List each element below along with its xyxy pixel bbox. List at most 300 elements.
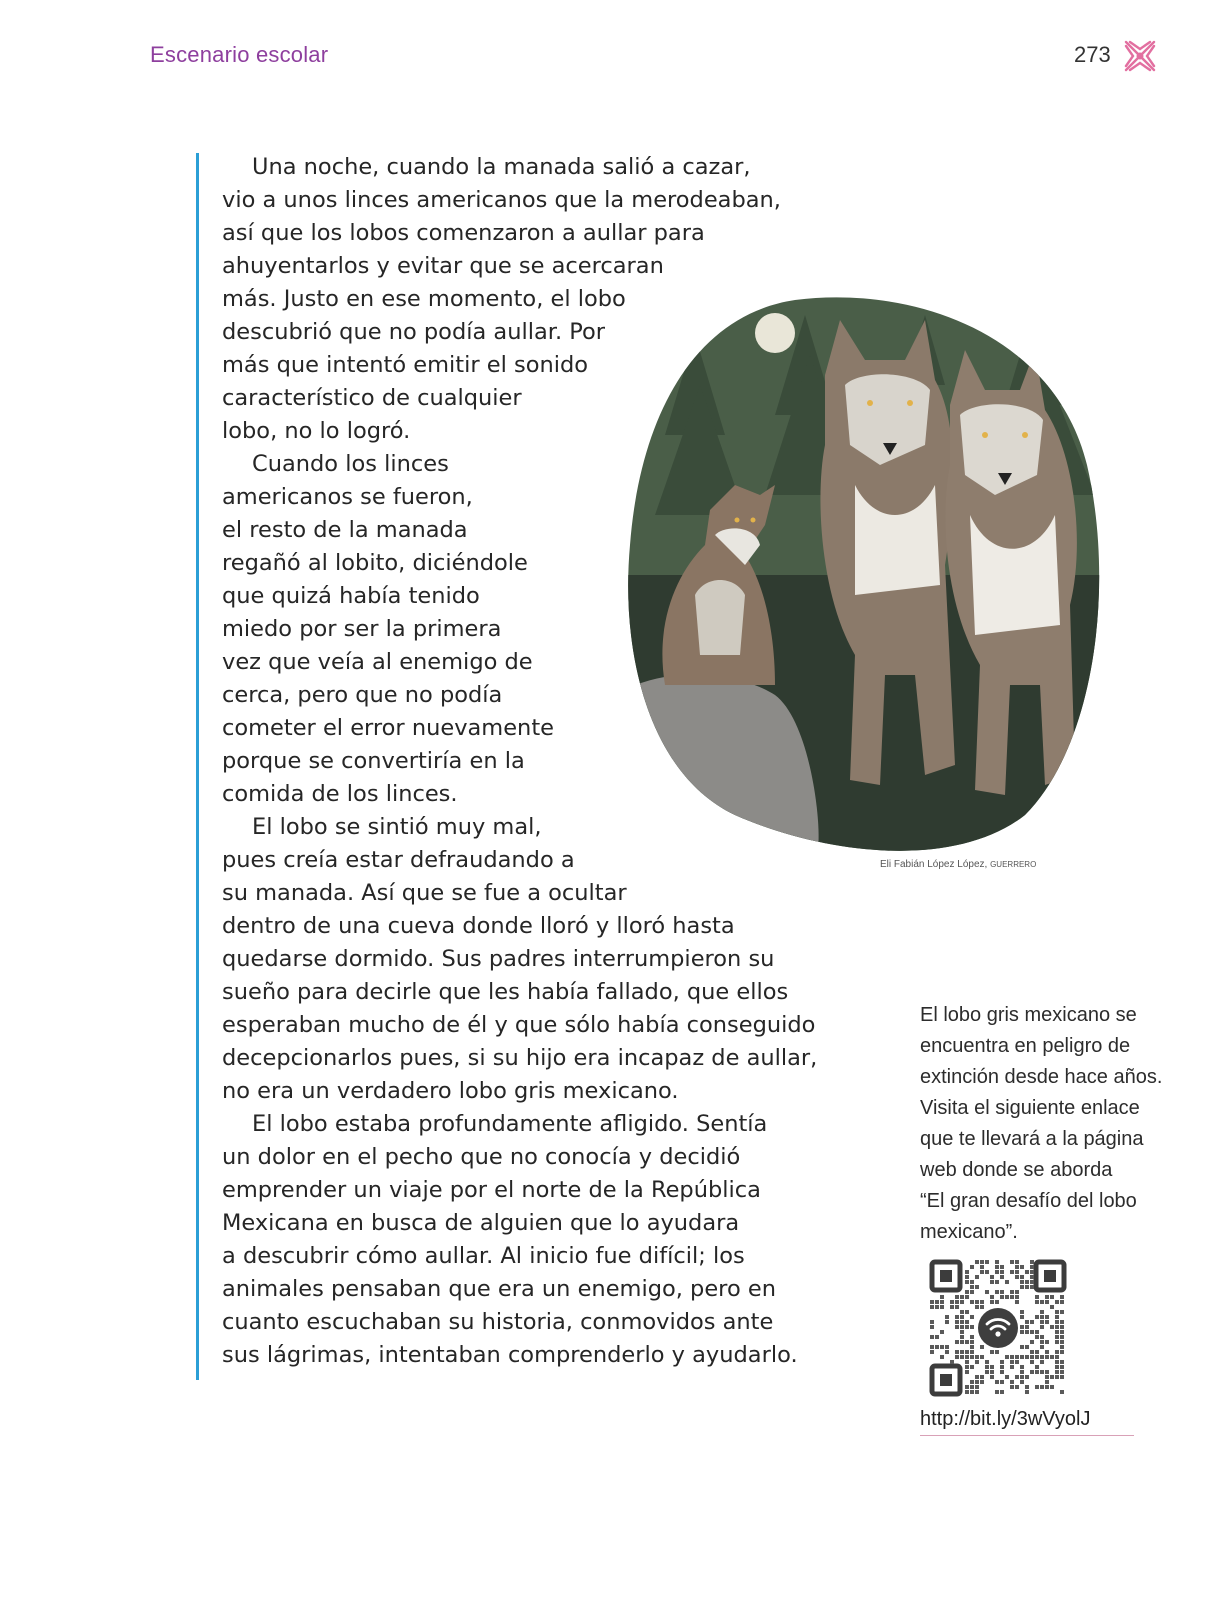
qr-module	[1020, 1365, 1024, 1369]
qr-module	[1060, 1335, 1064, 1339]
qr-module	[940, 1300, 944, 1304]
qr-module	[1015, 1260, 1019, 1264]
story-line: El lobo se sintió muy mal,	[252, 814, 542, 840]
qr-module	[1045, 1355, 1049, 1359]
side-note-line: encuentra en peligro de	[920, 1035, 1131, 1057]
qr-module	[960, 1295, 964, 1299]
qr-module	[970, 1265, 974, 1269]
story-line: el resto de la manada	[222, 517, 468, 543]
qr-module	[1060, 1365, 1064, 1369]
qr-module	[970, 1365, 974, 1369]
qr-module	[1030, 1260, 1034, 1264]
qr-module	[1000, 1365, 1004, 1369]
qr-module	[1035, 1370, 1039, 1374]
qr-module	[1045, 1350, 1049, 1354]
story-line: sueño para decirle que les había fallado, que ellos	[222, 979, 789, 1005]
qr-module	[995, 1380, 999, 1384]
qr-module	[1040, 1385, 1044, 1389]
qr-module	[970, 1355, 974, 1359]
story-line: Una noche, cuando la manada salió a cazar,	[252, 154, 751, 180]
qr-module	[940, 1345, 944, 1349]
qr-module	[980, 1260, 984, 1264]
qr-module	[990, 1375, 994, 1379]
qr-module	[1055, 1315, 1059, 1319]
qr-module	[1000, 1370, 1004, 1374]
qr-module	[930, 1325, 934, 1329]
qr-module	[1030, 1355, 1034, 1359]
qr-module	[1020, 1275, 1024, 1279]
qr-module	[970, 1350, 974, 1354]
qr-module	[1010, 1290, 1014, 1294]
qr-module	[970, 1340, 974, 1344]
qr-module	[980, 1300, 984, 1304]
qr-module	[935, 1300, 939, 1304]
story-line: lobo, no lo logró.	[222, 418, 411, 444]
qr-module	[1040, 1370, 1044, 1374]
qr-module	[1020, 1280, 1024, 1284]
qr-module	[960, 1310, 964, 1314]
qr-module	[985, 1360, 989, 1364]
story-line: un dolor en el pecho que no conocía y decidió	[222, 1144, 741, 1170]
qr-module	[1040, 1310, 1044, 1314]
qr-module	[1030, 1320, 1034, 1324]
qr-module	[970, 1385, 974, 1389]
qr-module	[1020, 1310, 1024, 1314]
qr-module	[970, 1380, 974, 1384]
story-line: quedarse dormido. Sus padres interrumpieron su	[222, 946, 775, 972]
qr-module	[1055, 1350, 1059, 1354]
qr-module	[970, 1335, 974, 1339]
story-line: no era un verdadero lobo gris mexicano.	[222, 1078, 679, 1104]
qr-module	[1005, 1355, 1009, 1359]
qr-module	[975, 1380, 979, 1384]
qr-module	[1055, 1375, 1059, 1379]
qr-module	[1030, 1270, 1034, 1274]
qr-module	[995, 1265, 999, 1269]
qr-module	[1020, 1325, 1024, 1329]
qr-module	[1025, 1280, 1029, 1284]
qr-module	[1060, 1330, 1064, 1334]
story-line: ahuyentarlos y evitar que se acercaran	[222, 253, 664, 279]
qr-module	[1025, 1320, 1029, 1324]
qr-module	[1050, 1295, 1054, 1299]
qr-module	[1035, 1385, 1039, 1389]
qr-module	[995, 1260, 999, 1264]
story-line: cometer el error nuevamente	[222, 715, 554, 741]
qr-module	[960, 1355, 964, 1359]
qr-module	[1010, 1385, 1014, 1389]
qr-module	[1025, 1330, 1029, 1334]
qr-module	[965, 1320, 969, 1324]
qr-module	[1015, 1265, 1019, 1269]
qr-module	[935, 1345, 939, 1349]
qr-module	[1040, 1320, 1044, 1324]
qr-module	[1030, 1280, 1034, 1284]
qr-module	[970, 1285, 974, 1289]
qr-module	[1035, 1335, 1039, 1339]
qr-module	[1055, 1310, 1059, 1314]
qr-module	[930, 1300, 934, 1304]
qr-module	[1060, 1350, 1064, 1354]
qr-module	[1030, 1360, 1034, 1364]
story-line: más que intentó emitir el sonido	[222, 352, 589, 378]
qr-module	[975, 1285, 979, 1289]
qr-module	[1025, 1385, 1029, 1389]
qr-module	[1000, 1270, 1004, 1274]
qr-module	[995, 1390, 999, 1394]
qr-module	[965, 1385, 969, 1389]
qr-module	[1060, 1375, 1064, 1379]
story-line: dentro de una cueva donde lloró y lloró hasta	[222, 913, 735, 939]
qr-module	[955, 1295, 959, 1299]
qr-module	[1005, 1375, 1009, 1379]
qr-module	[970, 1345, 974, 1349]
qr-module	[990, 1280, 994, 1284]
qr-module	[1045, 1315, 1049, 1319]
qr-module	[965, 1270, 969, 1274]
qr-module	[1060, 1360, 1064, 1364]
qr-module	[930, 1350, 934, 1354]
qr-module	[965, 1275, 969, 1279]
story-line: vio a unos linces americanos que la merodeaban,	[222, 187, 781, 213]
qr-module	[940, 1330, 944, 1334]
qr-module	[930, 1320, 934, 1324]
qr-module	[1045, 1295, 1049, 1299]
qr-module	[990, 1300, 994, 1304]
qr-module	[1060, 1300, 1064, 1304]
qr-module	[1025, 1390, 1029, 1394]
qr-module	[995, 1280, 999, 1284]
qr-module	[1060, 1310, 1064, 1314]
qr-module	[1060, 1295, 1064, 1299]
qr-module	[1035, 1350, 1039, 1354]
qr-module	[950, 1300, 954, 1304]
qr-module	[995, 1300, 999, 1304]
story-line: descubrió que no podía aullar. Por	[222, 319, 606, 345]
qr-module	[980, 1375, 984, 1379]
qr-module	[1015, 1270, 1019, 1274]
qr-module	[965, 1280, 969, 1284]
qr-module	[975, 1275, 979, 1279]
credit-place: GUERRERO	[990, 860, 1037, 869]
qr-module	[975, 1390, 979, 1394]
story-line: emprender un viaje por el norte de la República	[222, 1177, 761, 1203]
qr-module	[1055, 1330, 1059, 1334]
qr-module	[1055, 1300, 1059, 1304]
story-line: cuanto escuchaban su historia, conmovidos ante	[222, 1309, 774, 1335]
qr-module	[930, 1305, 934, 1309]
qr-module	[1055, 1320, 1059, 1324]
qr-module	[1020, 1375, 1024, 1379]
side-note	[920, 1000, 1163, 1248]
qr-module	[970, 1300, 974, 1304]
qr-module	[1030, 1330, 1034, 1334]
qr-module	[1000, 1380, 1004, 1384]
qr-module	[1055, 1355, 1059, 1359]
section-title: Escenario escolar	[150, 42, 329, 67]
qr-module	[1040, 1340, 1044, 1344]
qr-module	[1040, 1335, 1044, 1339]
qr-module	[1000, 1275, 1004, 1279]
qr-module	[980, 1345, 984, 1349]
qr-module	[1000, 1290, 1004, 1294]
story-line: sus lágrimas, intentaban comprenderlo y ayudarlo.	[222, 1342, 798, 1368]
qr-module	[1050, 1375, 1054, 1379]
qr-module	[1035, 1365, 1039, 1369]
qr-module	[975, 1260, 979, 1264]
qr-module	[1030, 1265, 1034, 1269]
qr-link[interactable]: http://bit.ly/3wVyolJ	[920, 1408, 1134, 1436]
qr-module	[955, 1320, 959, 1324]
qr-module	[1045, 1375, 1049, 1379]
story-line: característico de cualquier	[222, 385, 522, 411]
accent-bar	[196, 153, 199, 1380]
story-line: miedo por ser la primera	[222, 616, 502, 642]
qr-module	[1050, 1355, 1054, 1359]
qr-module	[985, 1365, 989, 1369]
qr-module	[965, 1355, 969, 1359]
story-line: El lobo estaba profundamente afligido. Sentía	[252, 1111, 768, 1137]
qr-module	[985, 1290, 989, 1294]
qr-module	[1030, 1285, 1034, 1289]
qr-module	[1020, 1315, 1024, 1319]
qr-module	[1060, 1390, 1064, 1394]
qr-module	[1025, 1355, 1029, 1359]
qr-module	[970, 1325, 974, 1329]
qr-module	[965, 1310, 969, 1314]
qr-module	[955, 1355, 959, 1359]
qr-module	[1025, 1375, 1029, 1379]
qr-module	[955, 1350, 959, 1354]
qr-code[interactable]	[928, 1258, 1068, 1398]
qr-module	[990, 1275, 994, 1279]
side-note-line: extinción desde hace años.	[920, 1066, 1163, 1088]
qr-module	[1040, 1360, 1044, 1364]
qr-module	[1035, 1295, 1039, 1299]
qr-module	[1060, 1370, 1064, 1374]
qr-module	[1060, 1325, 1064, 1329]
qr-module	[1045, 1385, 1049, 1389]
qr-module	[1020, 1380, 1024, 1384]
qr-module	[1040, 1315, 1044, 1319]
qr-module	[1020, 1285, 1024, 1289]
qr-module	[1005, 1295, 1009, 1299]
qr-module	[955, 1305, 959, 1309]
qr-module	[945, 1350, 949, 1354]
qr-module	[1040, 1355, 1044, 1359]
qr-module	[1030, 1370, 1034, 1374]
qr-module	[1055, 1325, 1059, 1329]
qr-module	[1045, 1340, 1049, 1344]
qr-module	[960, 1300, 964, 1304]
qr-module	[995, 1270, 999, 1274]
qr-module	[1015, 1295, 1019, 1299]
qr-module	[960, 1335, 964, 1339]
qr-module	[940, 1295, 944, 1299]
qr-module	[990, 1365, 994, 1369]
qr-module	[1010, 1270, 1014, 1274]
qr-module	[990, 1370, 994, 1374]
qr-module	[1010, 1260, 1014, 1264]
qr-module	[1020, 1355, 1024, 1359]
qr-module	[1050, 1325, 1054, 1329]
qr-module	[1040, 1345, 1044, 1349]
qr-module	[975, 1375, 979, 1379]
qr-module	[1010, 1360, 1014, 1364]
qr-module	[965, 1325, 969, 1329]
qr-module	[1030, 1350, 1034, 1354]
qr-module	[945, 1345, 949, 1349]
story-line: animales pensaban que era un enemigo, pero en	[222, 1276, 776, 1302]
side-note-line: “El gran desafío del lobo	[920, 1190, 1137, 1212]
qr-module	[935, 1305, 939, 1309]
qr-module	[960, 1350, 964, 1354]
qr-module	[1055, 1340, 1059, 1344]
qr-module	[940, 1355, 944, 1359]
qr-module	[1000, 1265, 1004, 1269]
qr-module	[1040, 1300, 1044, 1304]
story-line: que quizá había tenido	[222, 583, 480, 609]
qr-module	[950, 1360, 954, 1364]
qr-module	[930, 1335, 934, 1339]
qr-module	[980, 1265, 984, 1269]
qr-module	[1015, 1385, 1019, 1389]
qr-module	[965, 1295, 969, 1299]
qr-module	[960, 1315, 964, 1319]
qr-module	[1060, 1345, 1064, 1349]
qr-module	[965, 1390, 969, 1394]
qr-module	[970, 1315, 974, 1319]
qr-module	[995, 1350, 999, 1354]
qr-module	[1045, 1320, 1049, 1324]
qr-module	[1050, 1385, 1054, 1389]
qr-module	[1000, 1390, 1004, 1394]
qr-module	[1045, 1380, 1049, 1384]
qr-module	[975, 1385, 979, 1389]
qr-module	[935, 1335, 939, 1339]
qr-module	[955, 1340, 959, 1344]
qr-module	[995, 1290, 999, 1294]
qr-module	[975, 1355, 979, 1359]
qr-module	[975, 1360, 979, 1364]
qr-module	[960, 1325, 964, 1329]
qr-module	[1040, 1325, 1044, 1329]
qr-module	[1030, 1340, 1034, 1344]
qr-module	[1055, 1365, 1059, 1369]
story-line: más. Justo en ese momento, el lobo	[222, 286, 626, 312]
qr-module	[1055, 1370, 1059, 1374]
qr-module	[970, 1290, 974, 1294]
story-line: americanos se fueron,	[222, 484, 473, 510]
qr-module	[1025, 1285, 1029, 1289]
story-line: decepcionarlos pues, si su hijo era incapaz de aullar,	[222, 1045, 818, 1071]
side-note-line: que te llevará a la página	[920, 1128, 1144, 1150]
qr-module	[990, 1350, 994, 1354]
side-note-line: El lobo gris mexicano se	[920, 1004, 1137, 1026]
qr-module	[955, 1300, 959, 1304]
qr-module	[1025, 1345, 1029, 1349]
qr-module	[1005, 1280, 1009, 1284]
qr-module	[975, 1305, 979, 1309]
qr-module	[1015, 1275, 1019, 1279]
qr-module	[955, 1315, 959, 1319]
wolves-illustration	[625, 295, 1100, 855]
qr-module	[1045, 1370, 1049, 1374]
qr-module	[980, 1380, 984, 1384]
qr-module	[985, 1260, 989, 1264]
qr-module	[1015, 1360, 1019, 1364]
story-line: su manada. Así que se fue a ocultar	[222, 880, 627, 906]
qr-module	[1020, 1330, 1024, 1334]
qr-module	[1020, 1265, 1024, 1269]
qr-module	[960, 1340, 964, 1344]
qr-module	[1035, 1330, 1039, 1334]
qr-module	[1020, 1370, 1024, 1374]
qr-module	[1000, 1360, 1004, 1364]
qr-module	[1060, 1320, 1064, 1324]
story-line: Mexicana en busca de alguien que lo ayudara	[222, 1210, 740, 1236]
qr-module	[960, 1320, 964, 1324]
qr-module	[965, 1365, 969, 1369]
qr-module	[980, 1355, 984, 1359]
qr-module	[970, 1390, 974, 1394]
qr-module	[980, 1305, 984, 1309]
qr-module	[1015, 1290, 1019, 1294]
qr-module	[945, 1320, 949, 1324]
credit-name: Eli Fabián López López,	[880, 859, 988, 870]
qr-module	[1015, 1300, 1019, 1304]
qr-module	[1020, 1345, 1024, 1349]
qr-module	[985, 1270, 989, 1274]
story-line: vez que veía al enemigo de	[222, 649, 533, 675]
qr-module	[965, 1370, 969, 1374]
qr-module	[1025, 1270, 1029, 1274]
qr-module	[1010, 1380, 1014, 1384]
story-line: cerca, pero que no podía	[222, 682, 503, 708]
qr-module	[940, 1305, 944, 1309]
qr-module	[945, 1315, 949, 1319]
story-line: esperaban mucho de él y que sólo había conseguido	[222, 1012, 816, 1038]
story-line: comida de los linces.	[222, 781, 458, 807]
qr-module	[965, 1360, 969, 1364]
qr-module	[1010, 1295, 1014, 1299]
qr-module	[960, 1330, 964, 1334]
qr-module	[1035, 1355, 1039, 1359]
side-note-line: web donde se aborda	[920, 1159, 1113, 1181]
qr-module	[1015, 1375, 1019, 1379]
qr-module	[1050, 1305, 1054, 1309]
qr-module	[980, 1270, 984, 1274]
qr-module	[955, 1325, 959, 1329]
qr-module	[990, 1295, 994, 1299]
side-note-line: Visita el siguiente enlace	[920, 1097, 1140, 1119]
qr-module	[985, 1370, 989, 1374]
side-note-line: mexicano”.	[920, 1221, 1018, 1243]
qr-module	[1010, 1365, 1014, 1369]
qr-module	[970, 1280, 974, 1284]
qr-module	[1060, 1340, 1064, 1344]
qr-module	[975, 1300, 979, 1304]
story-line: porque se convertiría en la	[222, 748, 525, 774]
qr-module	[1035, 1315, 1039, 1319]
ornament-icon	[1120, 36, 1160, 76]
qr-module	[1025, 1325, 1029, 1329]
page-number: 273	[1074, 42, 1111, 67]
story-line: regañó al lobito, diciéndole	[222, 550, 528, 576]
qr-module	[950, 1305, 954, 1309]
story-line: a descubrir cómo aullar. Al inicio fue difícil; los	[222, 1243, 745, 1269]
story-line: pues creía estar defraudando a	[222, 847, 575, 873]
